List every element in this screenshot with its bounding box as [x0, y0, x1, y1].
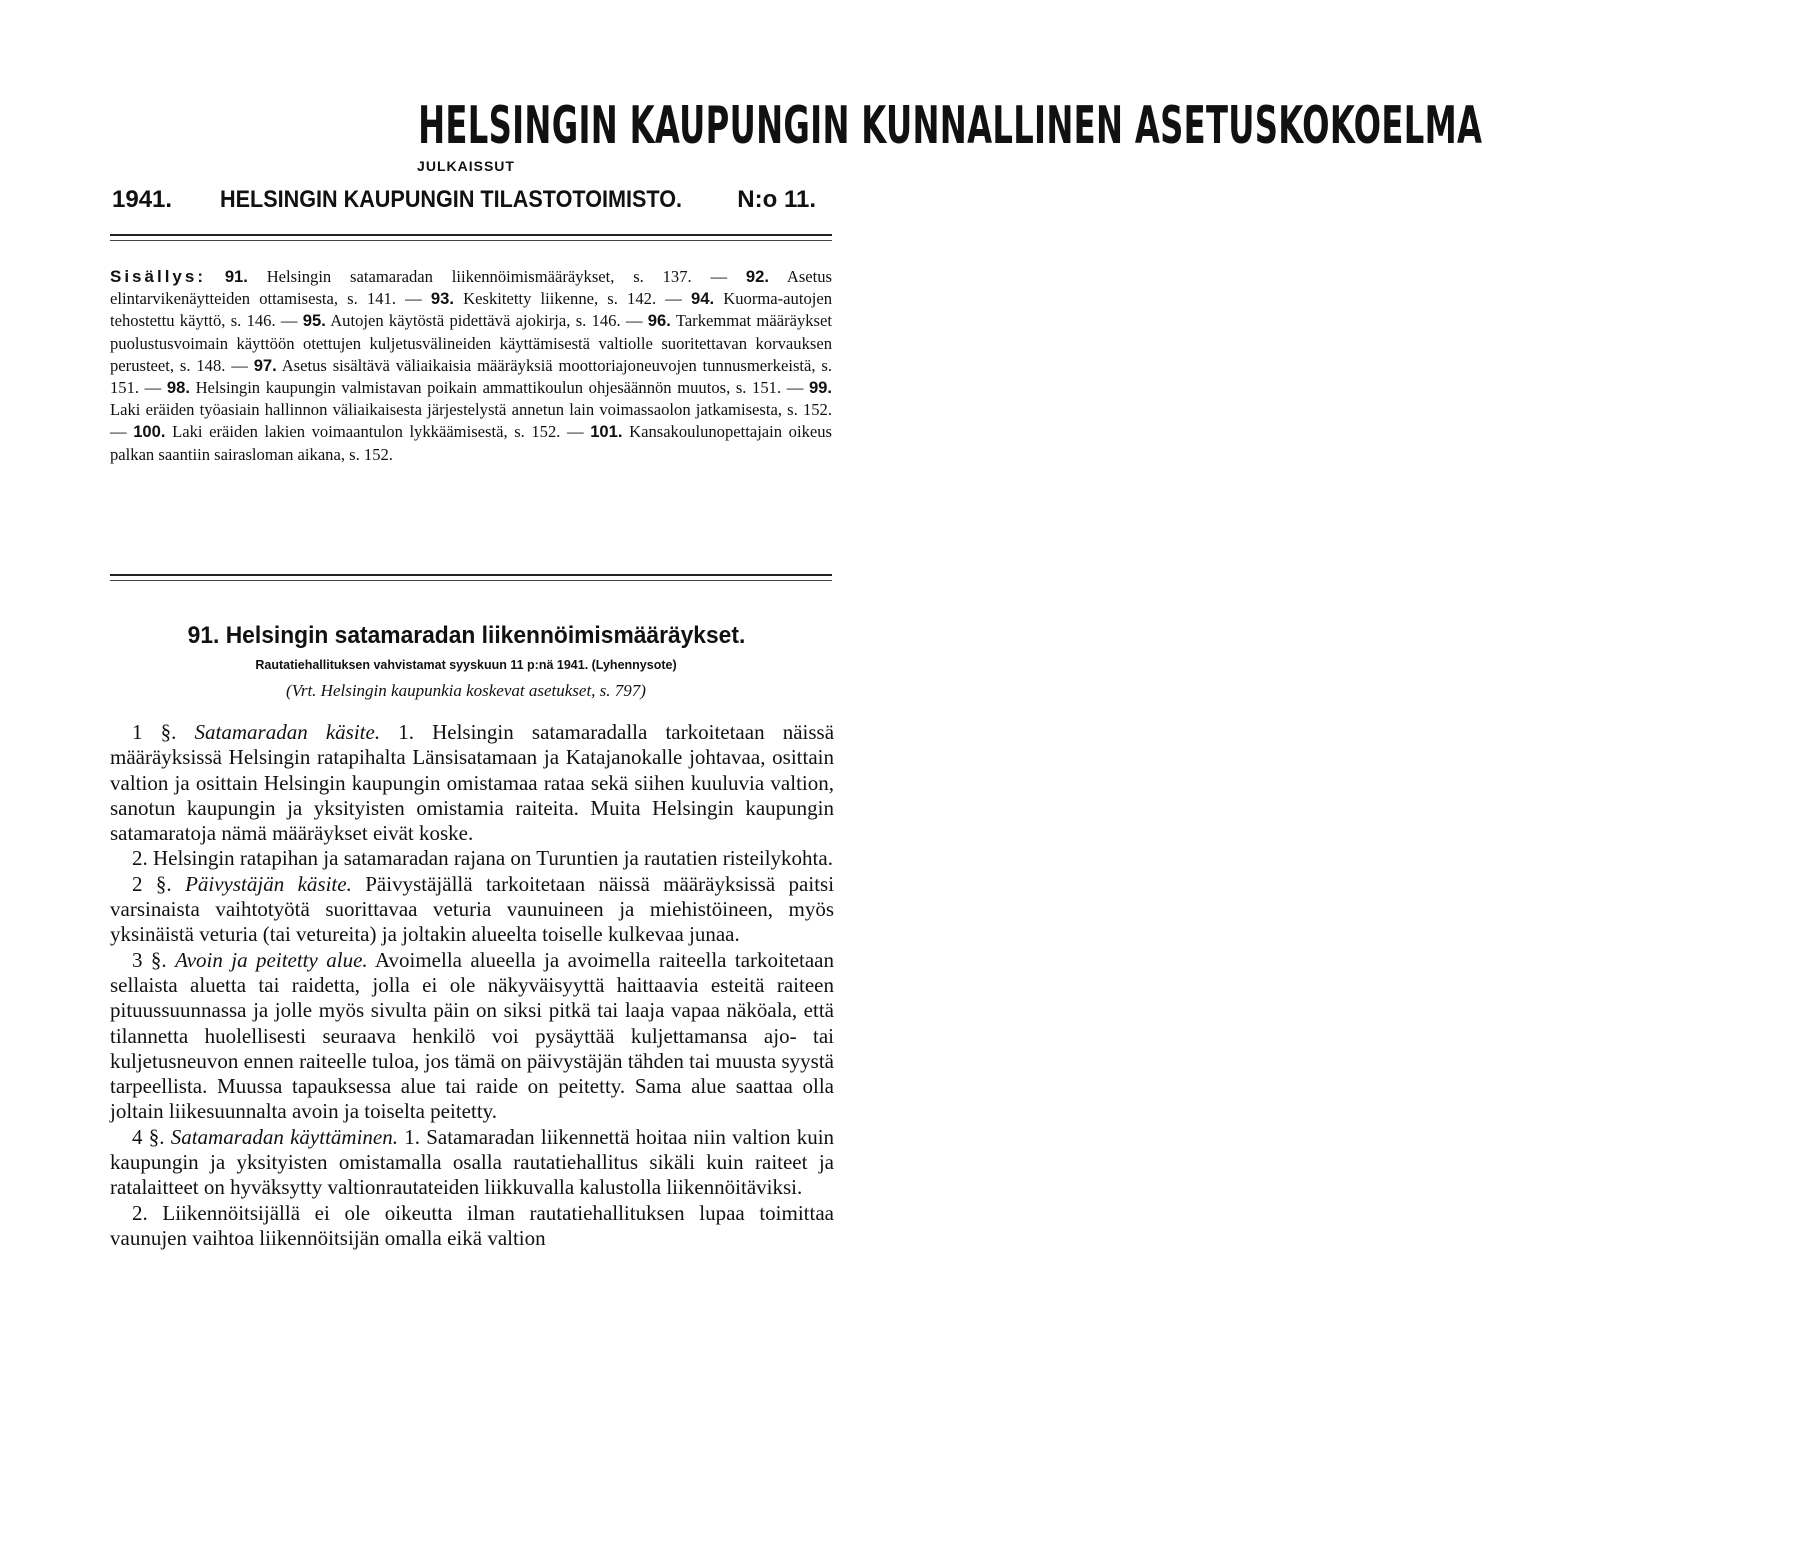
article-title: Helsingin satamaradan liikennöimismääräykset.: [225, 622, 745, 649]
contents-item: 95. Autojen käytöstä pidettävä ajokirja, s. 146. —: [302, 311, 643, 331]
issue-number: N:o 11.: [737, 186, 816, 213]
contents-item: 99. Laki eräiden työasiain hallinnon väliaikaisesta järjestelystä annetun lain voimassaolon jatkamisesta, s. 152. —: [110, 378, 833, 442]
issue-year: 1941.: [112, 186, 173, 213]
article-reference: (Vrt. Helsingin kaupunkia koskevat asetukset, s. 797): [286, 681, 646, 700]
contents-item: 97. Asetus sisältävä väliaikaisia määräyksiä moottoriajoneuvojen tunnusmerkeistä, s. 151. —: [110, 355, 832, 398]
contents-divider: [110, 574, 832, 581]
section-paragraph: 2 §. Päivystäjän käsite. Päivystäjällä tarkoitetaan näissä määräyksissä paitsi varsinaista vaihtotyötä suorittavaa veturia vaunuineen ja miehistöineen, myös yksinäistä veturia (tai vetureita) ja joltakin alueelta toiselle kulkevaa junaa.: [110, 871, 835, 947]
masthead-title: HELSINGIN KAUPUNGIN KUNNALLINEN ASETUSKOKOELMA: [418, 96, 1483, 156]
issuing-office: HELSINGIN KAUPUNGIN TILASTOTOIMISTO.: [220, 186, 683, 213]
contents-item: 96. Tarkemmat määräykset puolustusvoimain käyttöön otettujen kuljetusvälineiden käyttämisestä valtiolle suoritettavan korvauksen perusteet, s. 148. —: [110, 311, 832, 375]
section-paragraph: 2. Liikennöitsijällä ei ole oikeutta ilman rautatiehallituksen lupaa toimittaa vaunujen vaihtoa liikennöitsijän omalla eikä valtion: [110, 1200, 834, 1250]
article-number: 91.: [187, 622, 219, 649]
contents-lead: Sisällys:: [110, 267, 206, 286]
contents-item: 100. Laki eräiden lakien voimaantulon lykkäämisestä, s. 152. —: [133, 422, 584, 442]
contents-item: 91. Helsingin satamaradan liikennöimismääräykset, s. 137. —: [224, 267, 728, 286]
table-of-contents: [110, 266, 832, 466]
contents-item: 98. Helsingin kaupungin valmistavan poikain ammattikoulun ohjesäännön muutos, s. 151. —: [166, 378, 804, 398]
contents-item: 101. Kansakoulunopettajain oikeus palkan saantiin sairasloman aikana, s. 152.: [110, 422, 832, 464]
header-divider: [110, 234, 832, 241]
article-heading: [92, 622, 840, 650]
article-approval: Rautatiehallituksen vahvistamat syyskuun 11 p:nä 1941. (Lyhennysote): [255, 658, 677, 672]
article-body: [110, 720, 834, 1251]
contents-item: 93. Keskitetty liikenne, s. 142. —: [430, 289, 682, 309]
section-paragraph: 4 §. Satamaradan käyttäminen. 1. Satamaradan liikennettä hoitaa niin valtion kuin kaupungin ja yksityisten omistamalla osalla rautatiehallitus sikäli kuin raiteet ja ratalaitteet on hyväksytty valtionrautateiden liikkuvalla kalustolla liikennöitäviksi.: [110, 1124, 835, 1200]
publisher-label: JULKAISSUT: [417, 158, 515, 174]
section-paragraph: 1 §. Satamaradan käsite. 1. Helsingin satamaradalla tarkoitetaan näissä määräyksissä Helsingin ratapihalta Länsisatamaan ja Katajanokalle johtavaa, osittain valtion ja osittain Helsingin kaupungin omistamaa rataa sekä siihen kuuluvia valtion, sanotun kaupungin ja yksityisten omistamia raiteita. Muita Helsingin kaupungin satamaratoja nämä määräykset eivät koske.: [110, 720, 835, 846]
contents-item: 94. Kuorma-autojen tehostettu käyttö, s. 146. —: [110, 289, 833, 331]
section-paragraph: 2. Helsingin ratapihan ja satamaradan rajana on Turuntien ja rautatien risteilykohta.: [132, 846, 833, 871]
section-paragraph: 3 §. Avoin ja peitetty alue. Avoimella alueella ja avoimella raiteella tarkoitetaan sellaista aluetta tai raidetta, jolla ei ole näkyväisyyttä haittaavia esteitä raiteen pituussuunnassa ja jolle myös sivulta päin on siksi pitkä tai laaja vapaa näköala, että tilannetta huolellisesti seuraava henkilö voi pysäyttää kuljettamansa ajo- tai kuljetusneuvon ennen raiteelle tuloa, jos tämä on päivystäjän tähden tai muusta syystä tarpeellista. Muussa tapauksessa alue tai raide on peitetty. Sama alue saattaa olla joltain liikesuunnalta avoin ja toiselta peitetty.: [110, 947, 834, 1124]
issue-header: [112, 178, 832, 218]
contents-item: 92. Asetus elintarvikenäytteiden ottamisesta, s. 141. —: [110, 267, 833, 309]
